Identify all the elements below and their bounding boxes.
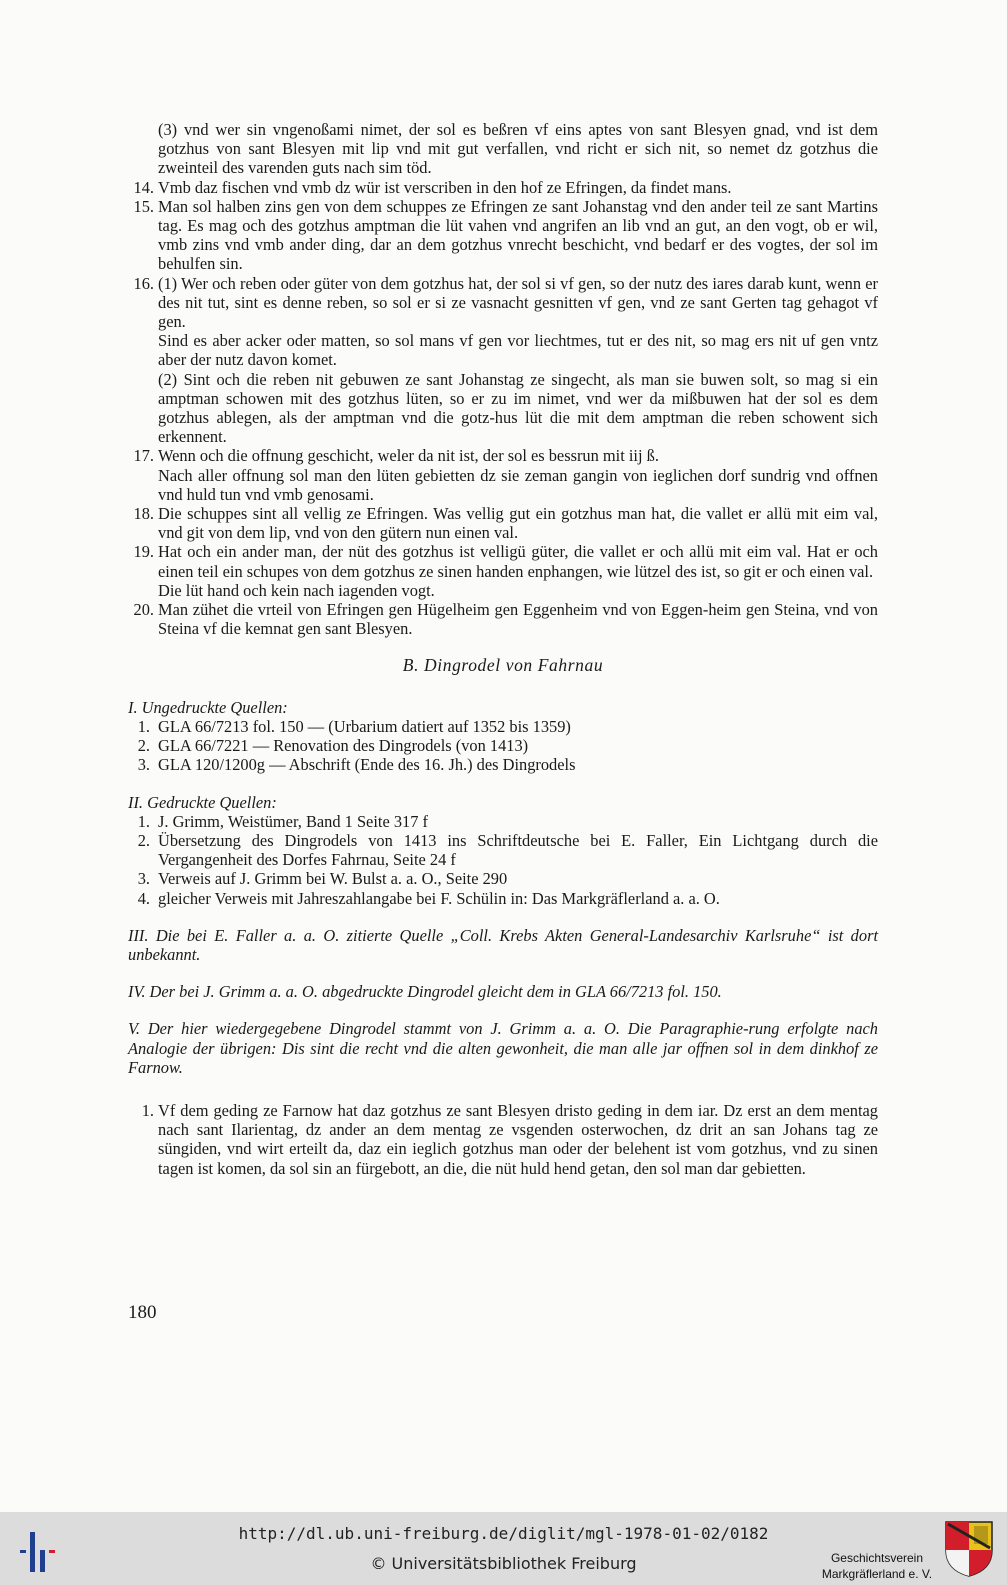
note-iii: III. Die bei E. Faller a. a. O. zitierte Quelle „Coll. Krebs Akten General-Landesarchiv Karlsruhe“ ist dort unbekannt. [128, 925, 878, 964]
source-text: J. Grimm, Weistümer, Band 1 Seite 317 f [158, 811, 428, 831]
copyright-text: © Universitätsbibliothek Freiburg [370, 1554, 637, 1573]
numbered-items [128, 178, 878, 639]
source-entry [128, 831, 878, 869]
item-paragraph: Nach aller offnung sol man den lüten gebietten dz sie zeman gangin von ieglichen dorf sundrig vnd offnen vnd huld tun vnd vmb genosami. [158, 465, 878, 504]
continuation-paragraph: (3) vnd wer sin vngenoßami nimet, der sol es beßren vf eins aptes von sant Blesyen gnad, vnd ist dem gotzhus von sant Blesyen mit lip vnd mit gut verfallen, vnd richt er sich nit, so nemet dz gotzhus die zweinteil des varenden guts nach sim töd. [158, 120, 878, 178]
numbered-item [128, 504, 878, 542]
section-title-unprinted-sources: I. Ungedruckte Quellen: [128, 697, 288, 717]
source-url-link[interactable]: http://dl.ub.uni-freiburg.de/diglit/mgl-1978-01-02/0182 [238, 1524, 769, 1543]
source-number: 2. [137, 830, 150, 850]
source-text: GLA 66/7213 fol. 150 — (Urbarium datiert auf 1352 bis 1359) [158, 716, 571, 736]
note-iv: IV. Der bei J. Grimm a. a. O. abgedruckte Dingrodel gleicht dem in GLA 66/7213 fol. 150. [128, 982, 722, 1002]
page-number: 180 [128, 1302, 157, 1323]
source-number: 2. [137, 736, 150, 756]
source-text: Verweis auf J. Grimm bei W. Bulst a. a. O., Seite 290 [158, 869, 508, 889]
page-body [128, 120, 878, 1178]
source-list-printed [128, 812, 878, 908]
section-heading: B. Dingrodel von Fahrnau [402, 655, 604, 676]
item-paragraph: Man zühet die vrteil von Efringen gen Hügelheim gen Eggenheim vnd von Eggen-heim gen Steina, vnd von Steina vf die kemnat gen sant Blesyen. [158, 600, 878, 639]
item-number: 15. [133, 196, 154, 216]
source-entry [128, 889, 878, 908]
item-number: 16. [133, 273, 154, 293]
association-name [812, 1550, 942, 1582]
association-line-1: Geschichtsverein [830, 1551, 924, 1565]
item-number: 18. [133, 504, 154, 524]
section-title-printed-sources: II. Gedruckte Quellen: [128, 792, 277, 812]
item-text: Vf dem geding ze Farnow hat daz gotzhus ze sant Blesyen dristo geding in dem iar. Dz erst an dem mentag nach sant Ilarientag, dz ander an dem mentag ze vsgenden osterwochen, dz drit an san Johans tag ze süngiden, vnd wirt erteilt da, daz ein ieglich gotzhus man oder der belehent ist vom gotzhus, vnd zu sinen tagen ist komen, da sol sin an fürgebott, an die, die nüt huld hend getan, den sol man dar gebietten. [158, 1100, 878, 1178]
source-number: 1. [137, 716, 150, 736]
item-paragraph: Die schuppes sint all vellig ze Efringen. Was vellig gut ein gotzhus man hat, die vallet er allü mit eim val, vnd git von dem lip, vnd von den gütern nun einen val. [158, 504, 878, 543]
item-number: 19. [133, 542, 154, 562]
item-paragraph: Sind es aber acker oder matten, so sol mans vf gen vor liechtmes, tut er des nit, so mag ers nit uf gen vntz aber der nutz davon komet. [158, 331, 878, 370]
numbered-item [128, 446, 878, 504]
item-paragraph: (2) Sint och die reben nit gebuwen ze sant Johanstag ze singecht, als man sie buwen solt, so mag si ein amptman schowen mit des gotzhus lüten, so er zu im nimet, vnd wer da mißbuwen hat der sol es dem gotzhus ablegen, als der amptman vnd die gotz-hus lüt die mit dem amptman die reben schowent sich erkennent. [158, 369, 878, 447]
source-entry [128, 736, 878, 755]
item-paragraph: Man sol halben zins gen von dem schuppes ze Efringen ze sant Johanstag vnd den ander teil ze sant Martins tag. Es mag och des gotzhus amptman die lüt vahen vnd angrifen an lib vnd an gut, an den vogt, ob er wil, vmb zins vnd vmb ander ding, dar an dem gotzhus vnrecht beschicht, vnd bedarf er des vogtes, der sol im behulfen sin. [158, 196, 878, 274]
source-text: GLA 66/7221 — Renovation des Dingrodels (von 1413) [158, 736, 529, 756]
numbered-item [128, 274, 878, 447]
numbered-item [128, 178, 878, 197]
item-paragraph: Hat och ein ander man, der nüt des gotzhus ist velligü güter, die vallet er och allü mit eim val. Hat er och einen teil ein schupes von dem gotzhus ze sinen handen enphangen, wie lützel des ist, so git er och einen val. [158, 542, 878, 581]
source-entry [128, 755, 878, 774]
item-paragraph: Die lüt hand och kein nach iagenden vogt. [158, 580, 435, 600]
numbered-item [128, 542, 878, 600]
item-paragraph: Wenn och die offnung geschicht, weler da nit ist, der sol es bessrun mit iij ß. [158, 446, 659, 466]
association-line-2: Markgräflerland e. V. [821, 1567, 933, 1581]
footer-bar [0, 1512, 1007, 1585]
item-number: 1. [141, 1100, 154, 1120]
source-text: Übersetzung des Dingrodels von 1413 ins Schriftdeutsche bei E. Faller, Ein Lichtgang durch die Vergangenheit des Dorfes Fahrnau, Seite 24 f [158, 830, 878, 870]
source-entry [128, 717, 878, 736]
source-number: 1. [137, 811, 150, 831]
coat-of-arms-icon [944, 1520, 994, 1578]
item-number: 14. [133, 177, 154, 197]
item-number: 17. [133, 446, 154, 466]
source-number: 3. [137, 755, 150, 775]
source-text: gleicher Verweis mit Jahreszahlangabe bei F. Schülin in: Das Markgräflerland a. a. O. [158, 888, 720, 908]
source-entry [128, 812, 878, 831]
item-paragraph: Vmb daz fischen vnd vmb dz wür ist verscriben in den hof ze Efringen, da findet mans. [158, 177, 732, 197]
source-entry [128, 869, 878, 888]
source-number: 4. [137, 888, 150, 908]
item-number: 20. [133, 600, 154, 620]
source-number: 3. [137, 869, 150, 889]
source-list-unprinted [128, 717, 878, 775]
final-numbered-item [128, 1101, 878, 1178]
numbered-item [128, 600, 878, 638]
source-text: GLA 120/1200g — Abschrift (Ende des 16. Jh.) des Dingrodels [158, 755, 576, 775]
item-paragraph: (1) Wer och reben oder güter von dem gotzhus hat, der sol si vf gen, so der nutz des iares darab kunt, wenn er des nit tut, sint es denne reben, so sol er si ze vasnacht gesnitten vf gen, vnd ze sant Gerten tag gehagot vf gen. [158, 273, 878, 332]
numbered-item [128, 197, 878, 274]
note-v: V. Der hier wiedergegebene Dingrodel stammt von J. Grimm a. a. O. Die Paragraphie-rung erfolgte nach Analogie der übrigen: Dis sint die recht vnd die alten gewonheit, die man alle jar offnen sol in dem dinkhof ze Farnow. [128, 1019, 878, 1077]
